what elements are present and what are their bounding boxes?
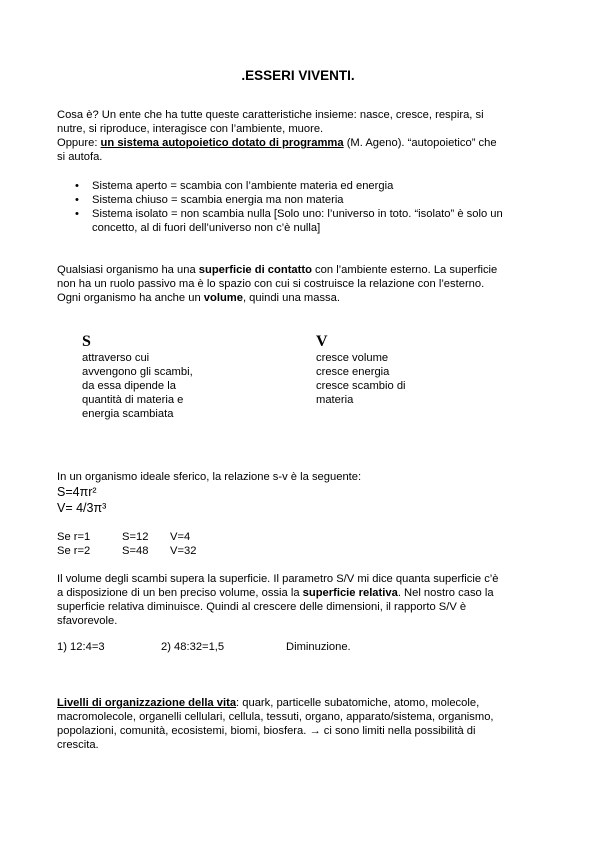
list-item-text: Sistema aperto = scambia con l’ambiente materia ed energia: [92, 180, 394, 192]
sphere-intro: In un organismo ideale sferico, la relazione s-v è la seguente:: [57, 471, 362, 483]
surface-column-line: da essa dipende la: [82, 380, 176, 392]
page-title: .ESSERI VIVENTI.: [241, 68, 355, 83]
levels-line: crescita.: [57, 739, 99, 751]
list-item-text: Sistema chiuso = scambia energia ma non materia: [92, 194, 344, 206]
list-item: [75, 193, 545, 207]
volume-line: superficie relativa diminuisce. Quindi al crescere delle dimensioni, il rapporto S/V è: [57, 601, 467, 613]
surface-heading: S: [82, 333, 91, 350]
surface-text: Qualsiasi organismo ha una: [57, 264, 199, 276]
ratio-conclusion: Diminuzione.: [286, 641, 351, 653]
levels-line: popolazioni, comunità, ecosistemi, biomi, biosfera. → ci sono limiti nella possibilità di: [57, 725, 476, 737]
bullet-icon: •: [75, 194, 79, 206]
ratios-row: [57, 640, 537, 654]
volume-column-line: materia: [316, 394, 354, 406]
volume-paragraph: [57, 572, 537, 628]
intro-line: si autofa.: [57, 151, 103, 163]
intro-oppure-line: [57, 136, 537, 150]
list-item-text: Sistema isolato = non scambia nulla [Solo uno: l’universo in toto. “isolato” è solo un: [92, 208, 503, 220]
intro-text: Oppure:: [57, 137, 101, 149]
values-row: [57, 530, 537, 544]
levels-line: [57, 696, 537, 710]
surface-paragraph: [57, 263, 537, 305]
surface-column-line: energia scambiata: [82, 408, 174, 420]
intro-paragraph: [57, 108, 537, 164]
volume-formula: V= 4/3π³: [57, 501, 107, 515]
radius-value: Se r=1: [57, 531, 91, 543]
surface-column-line: quantità di materia e: [82, 394, 184, 406]
surface-column-line: attraverso cui: [82, 352, 150, 364]
list-item: [75, 179, 545, 193]
volume-text: a disposizione di un ben preciso volume, ossia la: [57, 587, 303, 599]
surface-column-line: avvengono gli scambi,: [82, 366, 193, 378]
radius-value: Se r=2: [57, 545, 91, 557]
surface-line: non ha un ruolo passivo ma è lo spazio con cui si costruisce la relazione con l’esterno.: [57, 278, 485, 290]
volume-column-line: cresce energia: [316, 366, 390, 378]
surface-formula: S=4πr²: [57, 485, 97, 499]
surface-line: [57, 263, 537, 277]
ratio-two: 2) 48:32=1,5: [161, 641, 225, 653]
volume-value: V=32: [170, 545, 197, 557]
volume-column-line: cresce volume: [316, 352, 389, 364]
bullet-icon: •: [75, 208, 79, 220]
system-types-list: [75, 179, 545, 235]
list-item-text: concetto, al di fuori dell’universo non c’è nulla]: [92, 222, 321, 234]
volume-value: V=4: [170, 531, 191, 543]
surface-text: con l’ambiente esterno. La superficie: [311, 264, 498, 276]
surface-bold: superficie di contatto: [198, 264, 312, 276]
ratios-line: [57, 640, 537, 654]
definition-highlight: un sistema autopoietico dotato di programma: [100, 137, 344, 149]
volume-column-line: cresce scambio di: [316, 380, 406, 392]
surface-value: S=12: [122, 531, 149, 543]
intro-text: (M. Ageno). “autopoietico” che: [343, 137, 497, 149]
levels-text: : quark, particelle subatomiche, atomo, molecole,: [236, 697, 480, 709]
volume-line: Il volume degli scambi supera la superficie. Il parametro S/V mi dice quanta superficie c’è: [57, 573, 499, 585]
intro-line: Cosa è? Un ente che ha tutte queste caratteristiche insieme: nasce, cresce, respira, si: [57, 109, 484, 121]
volume-bold: volume: [203, 292, 243, 304]
levels-paragraph: [57, 696, 537, 752]
intro-line: nutre, si riproduce, interagisce con l’ambiente, muore.: [57, 123, 324, 135]
volume-line: [57, 586, 537, 600]
surface-column: [82, 333, 282, 421]
surface-text: Ogni organismo ha anche un: [57, 292, 204, 304]
sphere-section: [57, 470, 537, 516]
surface-text: , quindi una massa.: [242, 292, 340, 304]
list-item: [75, 207, 545, 235]
surface-value: S=48: [122, 545, 149, 557]
volume-text: . Nel nostro caso la: [397, 587, 494, 599]
volume-line: sfavorevole.: [57, 615, 118, 627]
surface-line: [57, 291, 537, 305]
sphere-values: [57, 530, 537, 558]
volume-column: [316, 333, 516, 407]
ratio-one: 1) 12:4=3: [57, 641, 105, 653]
values-row: [57, 544, 537, 558]
relative-surface-bold: superficie relativa: [302, 587, 398, 599]
levels-heading: Livelli di organizzazione della vita: [57, 697, 237, 709]
levels-line: macromolecole, organelli cellulari, cellula, tessuti, organo, apparato/sistema, organismo,: [57, 711, 494, 723]
bullet-icon: •: [75, 180, 79, 192]
volume-heading: V: [316, 333, 328, 350]
